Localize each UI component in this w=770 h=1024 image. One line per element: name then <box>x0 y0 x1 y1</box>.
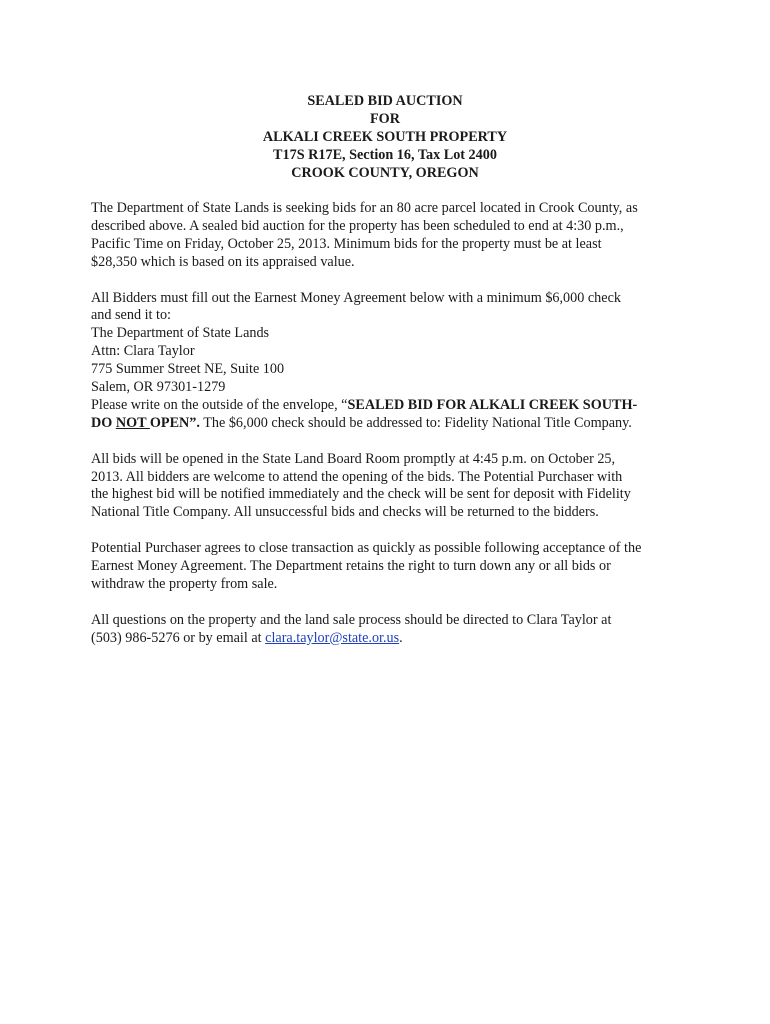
mailing-address-city: Salem, OR 97301-1279 <box>91 379 226 396</box>
document-body <box>91 200 691 665</box>
text-line: Earnest Money Agreement. The Department retains the right to turn down any or all bids or <box>91 558 611 575</box>
paragraph-contact <box>91 612 691 648</box>
text-line: Pacific Time on Friday, October 25, 2013. Minimum bids for the property must be at least <box>91 235 602 252</box>
mailing-address-line: The Department of State Lands <box>91 325 270 342</box>
envelope-label-bold: SEALED BID FOR ALKALI CREEK SOUTH- <box>347 396 638 413</box>
text-line: All questions on the property and the land sale process should be directed to Clara Taylor at <box>91 611 612 628</box>
email-link[interactable]: clara.taylor@state.or.us <box>265 629 400 646</box>
check-payee-text: The $6,000 check should be addressed to: Fidelity National Title Company. <box>199 414 632 431</box>
text-line: $28,350 which is based on its appraised value. <box>91 253 355 270</box>
title-line-legal-description: T17S R17E, Section 16, Tax Lot 2400 <box>273 146 497 163</box>
text-line: National Title Company. All unsuccessful bids and checks will be returned to the bidders. <box>91 504 599 521</box>
text-line: The Department of State Lands is seeking bids for an 80 acre parcel located in Crook County, as <box>91 200 638 216</box>
title-line-for: FOR <box>370 110 400 127</box>
paragraph-closing-terms <box>91 540 691 594</box>
contact-line <box>91 630 691 648</box>
paragraph-bid-opening <box>91 451 691 523</box>
text-line: withdraw the property from sale. <box>91 575 278 592</box>
envelope-label-not-underlined: NOT <box>115 414 150 431</box>
title-line-property-name: ALKALI CREEK SOUTH PROPERTY <box>262 128 508 145</box>
envelope-label-open: OPEN”. <box>149 414 200 431</box>
paragraph-instructions <box>91 290 691 433</box>
text-line: All bids will be opened in the State Land Board Room promptly at 4:45 p.m. on October 25, <box>91 450 616 467</box>
contact-line-end: . <box>399 629 403 646</box>
envelope-label-do: DO <box>91 414 116 431</box>
document-title-block <box>0 93 770 183</box>
text-line: All Bidders must fill out the Earnest Money Agreement below with a minimum $6,000 check <box>91 289 621 306</box>
envelope-instruction-line <box>91 397 691 415</box>
contact-phone-text: (503) 986-5276 or by email at <box>91 629 266 646</box>
envelope-instruction-text: Please write on the outside of the envelope, “ <box>91 396 348 413</box>
text-line: described above. A sealed bid auction for the property has been scheduled to end at 4:30 p.m., <box>91 217 624 234</box>
text-line: 2013. All bidders are welcome to attend the opening of the bids. The Potential Purchaser with <box>91 468 623 485</box>
paragraph-intro <box>91 200 691 272</box>
title-line-sealed-bid-auction: SEALED BID AUCTION <box>307 93 463 109</box>
title-line-county: CROOK COUNTY, OREGON <box>291 164 479 181</box>
mailing-address-attn: Attn: Clara Taylor <box>91 343 195 360</box>
mailing-address-street: 775 Summer Street NE, Suite 100 <box>91 361 285 378</box>
text-line: the highest bid will be notified immediately and the check will be sent for deposit with Fidelity <box>91 486 631 503</box>
text-line: and send it to: <box>91 307 171 324</box>
envelope-instruction-line-2 <box>91 415 691 433</box>
text-line: Potential Purchaser agrees to close transaction as quickly as possible following acceptance of the <box>91 540 642 557</box>
